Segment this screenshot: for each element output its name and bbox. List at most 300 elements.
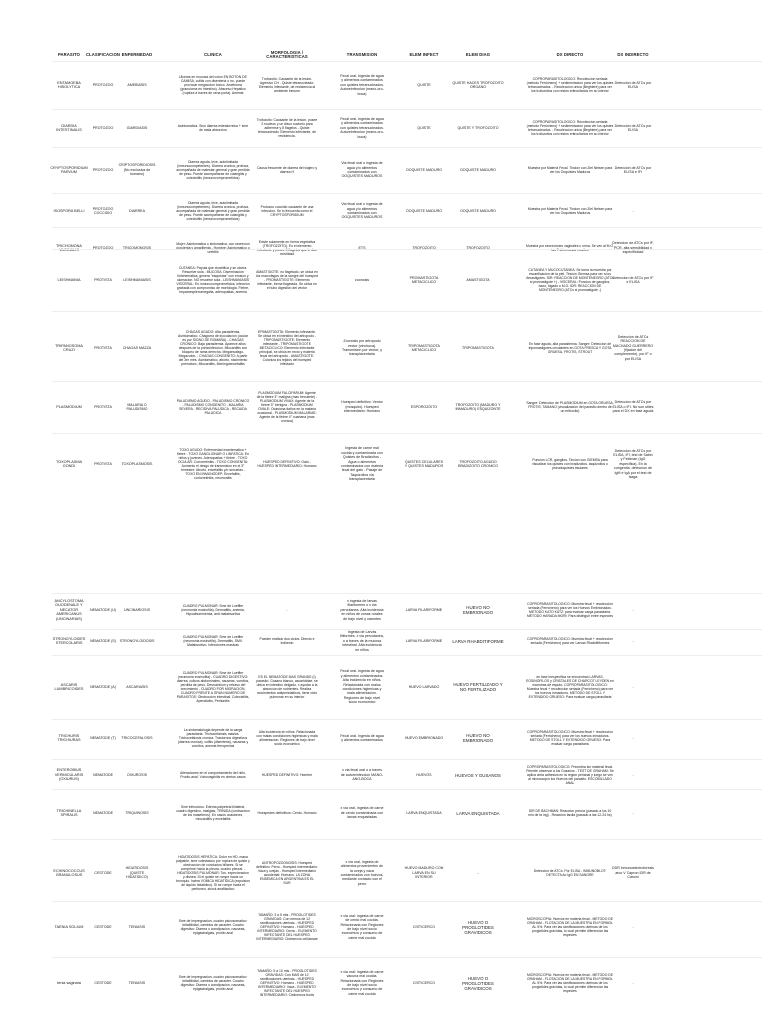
column-header-morfologia: MORFOLOGIA / CARACTERISTICAS	[266, 49, 308, 59]
cell-text: COPROPARASITOLOGICO: Recoleccion seriada (metodo Ferricheno) + sedimentacion para ver los quistes tetranucleados. - Recoleccion unica (Beghiere) para ver los trofozoitos con restos eritrocitarios en su interior	[526, 76, 614, 94]
cell-clinica	[176, 148, 250, 192]
cell-dx-directo	[526, 382, 614, 432]
cell-enfermedad	[120, 790, 154, 836]
cell-elem-diag	[452, 902, 504, 952]
cell-enfermedad	[120, 110, 154, 146]
cell-text: COPROPARASITOLOGICO: Muestra fecal + recoleccion seriada (Ferricheno) para ver Larvas Rhabditiformes	[527, 636, 613, 645]
cell-clinica	[176, 656, 250, 718]
cell-elem-infect	[404, 630, 444, 652]
cell-transmision	[340, 760, 384, 790]
cell-text: NEMATODE (T)	[90, 735, 116, 740]
cell-elem-infect	[404, 958, 444, 1008]
cell-text: UNCINARIOSIS	[124, 607, 150, 612]
cell-text: CISTICERCO	[412, 980, 436, 985]
cell-text: La sintomatologia depende de la carga parasitaria: Trichocefalosis masiva. Trichocefalosis cronica. Trastornos digestivos (diarrea cronica), colitis (disenteria), nauseas y vomitos, anemia ferropenica	[177, 727, 249, 749]
cell-parasito	[52, 148, 86, 192]
cell-text: MICROSCOPIA: Huevos en materia fecal - METODO DE GRAHAM - FLOTACION DE LA MUESTRA EN FORMOL AL 5%: Para ver las ramificaciones uterinas de los proglotides gravidas, lo cual permite diferenciar las especies	[526, 972, 614, 994]
cell-text: TAENIA SOLIUM	[54, 924, 84, 929]
cell-text: DDR inmunoelectroforesis arco V Capron IDR de Casoni	[612, 866, 654, 880]
cell-text: ES EL NEMATODE MAS GRANDE (I) parasito. Gusano blanco, ascarididae, se ubica en intestino delgado, x ayudar a la absorcion de nutrientes. Realiza movimientos antiperistalticos, tiene ciclo pulmonar en su interior	[256, 674, 318, 700]
cell-clinica	[176, 720, 250, 756]
cell-elem-diag	[452, 840, 504, 906]
cell-morfologia	[256, 110, 318, 146]
cell-enfermedad	[120, 250, 154, 310]
cell-transmision	[340, 594, 384, 626]
cell-text: HUEVO EMBRIONADO	[404, 735, 444, 740]
cell-text: -	[632, 735, 634, 740]
cell-text: ANCYLOSTOMA DUODENALE Y NECATOR AMERICANUS (UNCINARIAS)	[54, 598, 84, 621]
cell-text: QUISTE HACES TROFOZOITO ORGANO	[452, 80, 504, 89]
cell-text: HUEVO NO EMBRIONADO	[462, 605, 493, 615]
cell-morfologia	[256, 790, 318, 836]
cell-enfermedad	[120, 382, 154, 432]
cell-text: TOXO AGUDO: Enfermedad exantematica + fiebre - TOXO GANGLIONAR O LINFATICA: En niños y jovenes. Adenopatias + fiebre - TOXO OCULAR: Coriorretinitis - TOXO CONGENITA: Aumento el riesgo de transmision en el 3° trimestre. Aborto, encefalitis y/o secuelas - TOXO EN INMUNODEP: Encefalitis, coriorretinitis, neumonitis	[177, 447, 249, 481]
cell-text: x via oral, ingesta de alimentos provenientes de la oveja y vaca contaminados con huevos, mediante contacto con el perro	[340, 859, 384, 886]
cell-parasito	[52, 720, 86, 756]
cell-enfermedad	[120, 594, 154, 626]
cell-text: x via oral: ingesta de carne de cerdo mal cocida. Relacionada con Regiones de bajo nivel socio economico y consumo de carne mal cocida	[340, 913, 384, 940]
cell-text: PROTOZOO	[92, 245, 114, 250]
cell-morfologia	[256, 250, 318, 310]
cell-text: x ingesta de larvas filariformes o x via percutanea. Alta incidencia en niños de zonas rurales de bajo nivel y carentes	[340, 598, 384, 621]
cell-elem-infect	[404, 148, 444, 192]
cell-text: HUESPED DEFINITIVO: Hombre	[261, 772, 313, 777]
cell-text: PROTISTA	[94, 404, 112, 409]
cell-text: Protozoo coccidio causante de una infeccion. Se lo frecuenta como el CRYPTOSPORIDIUM	[260, 204, 314, 218]
cell-elem-infect	[404, 250, 444, 310]
cell-enfermedad	[120, 902, 154, 952]
cell-text: LARVA ENQUISTADA	[456, 810, 500, 816]
cell-text: ASCARIS LUMBRICOIDES	[54, 682, 84, 691]
cell-text: HUEVO LARVADO	[408, 684, 440, 689]
cell-text: Ulceras en mucosa del colon EN BOTON DE CAMISA, colitis con disenteria o no, puede provocar megacolon toxico. Ameboma (granuloma en intestino). Absceso Hepatico (ruptura a traves de vena porta). Anemia	[179, 74, 247, 96]
cell-text: COPROPARASITOLOGICO: Precedira sin material fecal. Permite observar a los Gusanos - TEST DE GRAHAM: Se aplica cinta adhesiva en la region perianal y luego se ven al microscopio los Huevos del parasito. ESCOBILLADO ANAL	[526, 764, 614, 786]
cell-dx-indirecto	[612, 62, 654, 108]
cell-dx-indirecto	[612, 594, 654, 626]
cell-elem-diag	[452, 312, 504, 384]
cell-clinica	[176, 110, 250, 146]
column-header-dx-directo: DX DIRECTO	[556, 51, 584, 57]
cell-morfologia	[256, 382, 318, 432]
cell-text: Muestra por Materia Fecal. Tincion con Ziel Nelsen para ver los Ooquistes Maduros	[527, 206, 613, 215]
cell-elem-infect	[404, 434, 444, 494]
cell-text: PROTISTA	[94, 461, 112, 466]
cell-morfologia	[256, 958, 318, 1008]
cell-text: PROTISTA	[94, 277, 112, 282]
cell-parasito	[52, 110, 86, 146]
cell-text: tenia saginata	[57, 980, 81, 985]
cell-dx-directo	[526, 720, 614, 756]
cell-clasificacion	[88, 790, 118, 836]
cell-text: Alteraciones en el comportamiento del niño. Prurito anal. Vulvovaginitis en ciertos casos	[180, 770, 246, 779]
cell-transmision	[340, 62, 384, 108]
cell-text: Deteccion de ATCs por IF e ELISA	[612, 275, 654, 284]
cell-dx-indirecto	[612, 902, 654, 952]
cell-morfologia	[256, 594, 318, 626]
cell-text: CRIPTOSPORIDIOSIS (No exclusiva de humano)	[118, 163, 156, 177]
cell-text: PROTOZOO	[92, 125, 114, 130]
cell-parasito	[52, 312, 86, 384]
cell-morfologia	[256, 148, 318, 192]
cell-text: Fecal oral. Ingesta de agua y alimentos contaminados con quistes tetranucleados. Autoreinfeccion (mano-oro-boca)	[340, 116, 384, 139]
cell-text: STRONGYLOIDES STERCOLARIS	[52, 636, 86, 645]
cell-text: TAMAÑO: 3 a 5 mts - PROGLOTIDES GRAVIDAS: Con menos de 12 ramificaciones uterinas - HUESPED DEFINITIVO: Humano - HUESPED INTERMEDIARIO: Cerdo - ELEMENTO INFECTANTE DEL HUESPED INTERMEDIARIO: Cisticercos cellulosae	[256, 912, 318, 942]
cell-morfologia	[256, 194, 318, 228]
cell-elem-diag	[452, 594, 504, 626]
cell-dx-indirecto	[612, 434, 654, 494]
cell-text: LEISHMANIASIS	[123, 277, 151, 282]
cell-transmision	[340, 902, 384, 952]
cell-text: EPIMASTIGOTA: Elemento infectante. Se ubica en el intestino del artropodo - TRIPOMASTIGOTE: Elemento infectante - TRIPOMASTIGOTE METACICLICO: Elemento infectante principal, se ubica en recto y materia fecal del artropodo - AMASTIGOTE: Coloniza los tejidos del huesped infectado	[257, 329, 317, 367]
column-header-elem-infect: ELEM INFECT	[409, 51, 439, 57]
cell-parasito	[52, 790, 86, 836]
cell-text: HUEVO O PROGLOTIDES GRAVIDICOS	[462, 919, 494, 935]
cell-text: -	[632, 980, 634, 985]
cell-text: LARVA FILARIFORME	[405, 638, 443, 643]
cell-text: CUTANEA Y MUCOCUTANEA: Se toma la muestra por escarificacion de la piel. Tincion Giemsa para ver a los Amastigotes. IDR: REACCION DE MONTENEGRO (ATCs si promastigote +) - VISCERAL: Puncion de ganglios, bazo, higado o M.O. IDR: REACCION DE MONTENEGRO (ATCs si promastigote -)	[526, 267, 614, 293]
cell-transmision	[340, 148, 384, 192]
cell-clinica	[176, 194, 250, 228]
cell-clasificacion	[88, 720, 118, 756]
cell-dx-indirecto	[612, 148, 654, 192]
cell-text: CESTODE	[94, 980, 112, 985]
cell-text: TRICHOMONA VAGINALIS	[56, 243, 82, 252]
cell-text: x via oral: ingesta de carne vacuna mal cocida. Relacionada con Regiones de bajo nivel socio economico y consumo de carne mal cocida	[340, 969, 384, 996]
cell-text: QUISTE	[417, 125, 431, 130]
cell-text: Trofozoito: Causante de la lesion. Agresivo CH - Quiste tetranucleado: Elemento infectante, de resistencia al ambiente inmune	[258, 76, 316, 94]
cell-text: PROTISTA	[94, 345, 112, 350]
cell-text: TRIPOMASTIGOTA	[462, 345, 494, 350]
cell-elem-diag	[452, 62, 504, 108]
cell-dx-directo	[526, 250, 614, 310]
cell-text: Via fecal oral o ingesta de agua y/o alimentos contaminados con OOQUISTES MADUROS	[341, 161, 383, 179]
cell-clasificacion	[88, 434, 118, 494]
cell-clinica	[176, 434, 250, 494]
cell-text: Muestra por Materia Fecal. Tincion con Ziel Nelsen para ver los Ooquistes Maduros	[527, 165, 613, 174]
cell-elem-diag	[452, 630, 504, 652]
cell-text: TRICHINELLA SPIRALIS	[56, 808, 82, 817]
cell-text: QUISTE	[417, 82, 431, 87]
column-header-clasificacion: CLASIFICACION	[85, 51, 121, 57]
cell-parasito	[52, 382, 86, 432]
cell-transmision	[340, 656, 384, 718]
cell-text: TROFOZOITO	[466, 245, 490, 250]
cell-text: Sme de impregnacion, cuadro psicosomatico: irritabilidad, cambios de caracter. Cuadro digestivo: Diarrea o constipacion, nauseas, epigastralgias, prurito anal	[178, 918, 248, 936]
cell-dx-indirecto	[612, 958, 654, 1008]
cell-text: NEMATODE (U)	[89, 607, 117, 612]
cell-dx-directo	[526, 312, 614, 384]
cell-text: HUEVO FERTILIZADO Y NO FERTILIZADO	[453, 682, 503, 692]
cell-text: PALUDISMO AGUDO - PALUDISMO CRONICO - PALUDISMO CONGENITO - MALARIA SEVERA - RECIDIVA PALUDICA - RECAIDA PALUDICA	[176, 398, 250, 416]
column-header-enfermedad: ENFERMEDAD	[121, 51, 153, 57]
cell-dx-directo	[526, 760, 614, 790]
cell-clasificacion	[88, 902, 118, 952]
cell-enfermedad	[120, 656, 154, 718]
cell-elem-diag	[452, 148, 504, 192]
cell-text: PROTOZOO	[92, 167, 114, 172]
cell-text: Deteccion de ATCs REACCION DE MACHADO GUERRERO (fijacion del complemento), por IF o por ELISA	[612, 334, 654, 361]
cell-text: Deteccion de ATCs por ELISA	[614, 123, 652, 132]
cell-text: Via fecal oral o ingesta de agua y/o alimentos contaminados con OOQUISTES MADUROS	[341, 202, 383, 220]
cell-text: NEMATODE	[92, 810, 114, 815]
cell-text: CESTODE	[94, 870, 112, 875]
cell-text: CUADRO PULMONAR: Sme de Loeffler (neumonia eosinofila). Dermatitis, SMII. Malabsortivo. Infecciones masivas	[182, 634, 244, 648]
cell-text: GIARDIA INTESTINALIS	[56, 123, 82, 132]
cell-text: en fase inespecifica se encuentran LARVAS, EOSINOFILOS y CRISTALES DE CHARCOT LEYDEN en muestras de esputo. COPROPARASITOLOGICO: Muestra fecal + recoleccion seriada (Ferricheno) para ver los huevos inmaduros. METODO DE STOLL Y EXTENDIDO GRUESO: Para evaluar carga parasitaria	[526, 674, 614, 700]
cell-text: QUISTE Y TROFOZOITO	[457, 125, 499, 130]
cell-text: Sme de impregnacion, cuadro psicosomatico: irritabilidad, cambios de caracter. Cuadro digestivo: Diarrea o constipacion, nauseas, epigastralgias, prurito anal	[178, 974, 248, 992]
cell-dx-indirecto	[612, 720, 654, 756]
cell-text: Sme infeccioso. Edema palpebral bilateral, cuadro digestivo, mialgias, TRINIDA (contraccion de los maseteros). En casos ocasiones, miocarditis y encefalitis	[176, 804, 250, 822]
cell-enfermedad	[120, 62, 154, 108]
cell-text: TOXOPLASMOSIS	[121, 461, 153, 466]
cell-clinica	[176, 62, 250, 108]
cell-transmision	[340, 312, 384, 384]
cell-enfermedad	[120, 630, 154, 652]
cell-parasito	[52, 840, 86, 906]
cell-text: MICROSCOPIA: Huevos en materia fecal - METODO DE GRAHAM - FLOTACION DE LA MUESTRA EN FORMOL AL 5%: Para ver las ramificaciones uterinas de los proglotides gravidas, lo cual permite diferenciar las especies	[526, 916, 614, 938]
cell-clinica	[176, 840, 250, 906]
cell-text: Causa frecuente de diarrea del viajero y diarrea H	[256, 165, 318, 174]
cell-elem-diag	[452, 790, 504, 836]
cell-dx-indirecto	[612, 840, 654, 906]
cell-elem-infect	[404, 902, 444, 952]
cell-parasito	[52, 902, 86, 952]
cell-transmision	[340, 840, 384, 906]
cell-text: Mujer: Asintomatica o sintomatica, con secrecion purulenta y amarillenta - Hombre: Asintomatico o uretritis	[176, 241, 250, 255]
cell-elem-infect	[404, 594, 444, 626]
cell-text: ESPOROZOITO	[410, 404, 438, 409]
cell-dx-indirecto	[612, 630, 654, 652]
cell-text: zoonosis	[354, 277, 370, 282]
cell-text: -	[632, 772, 634, 777]
cell-dx-indirecto	[612, 312, 654, 384]
cell-transmision	[340, 630, 384, 652]
cell-elem-diag	[452, 250, 504, 310]
column-header-elem-diag: ELEM DIAG	[465, 51, 491, 57]
cell-text: PLASMODIUM FALCIPARUM: Agente de la fiebre 3° maligna (mas frecuente) - PLASMODIUM VIVAX: Agente de la fiebre 3° benigna - PLASMODIUM OVALE: Ocasiona daños en la malaria ocasional - PLASMODIUM MALARIAE: Agente de la fiebre 4° cuartana (mas cronica)	[256, 390, 318, 424]
cell-dx-indirecto	[612, 790, 654, 836]
cell-clasificacion	[88, 630, 118, 652]
cell-morfologia	[256, 760, 318, 790]
cell-enfermedad	[120, 312, 154, 384]
cell-text: ENTAMOEBA HISOLYTICA	[57, 80, 81, 89]
cell-morfologia	[256, 62, 318, 108]
cell-text: CRYPTOSPORIDIUM PARVUM	[50, 165, 88, 174]
cell-clasificacion	[88, 840, 118, 906]
cell-text: LARVA ENQUISTADA	[406, 810, 442, 815]
cell-elem-diag	[452, 434, 504, 494]
cell-dx-indirecto	[612, 656, 654, 718]
column-header-transmision: TRANSMISION	[346, 51, 378, 57]
cell-text: CUTANEA: Papula que cicatrifica y se ulcera. Resuelve sola - MUCOSA: Diseminacion linfohematica, genera "esquistas" con erosion y ulceracion. NO resuelve sola - LEISHMANIASIS VISCERAL: En inmunocomprometidos, infeccion grabada con compromiso de morfologia. Fiebre, hepatoesplenomegalia, adenopatias, anemia	[176, 265, 250, 295]
cell-text: CISTICERCO	[412, 924, 436, 929]
cell-text: HUEVOS Y GUSANOS	[455, 772, 501, 778]
cell-morfologia	[256, 434, 318, 494]
cell-dx-directo	[526, 148, 614, 192]
cell-text: COPROPARASITOLOGICO: Recoleccion seriada (metodo Ferricheno) + sedimentacion para ver los quistes tetranucleados. - Recoleccion unica (Beghiere) para ver los trofozoitos con restos eritrocitarios en su interior	[526, 119, 614, 137]
cell-text: TRICHURIS TRICHIURAS	[57, 733, 81, 742]
cell-clinica	[176, 382, 250, 432]
cell-dx-directo	[526, 62, 614, 108]
cell-text: AMASTIGOTE: no flagelado, se ubica en los macrofagos de la sangre del huesped - PROMASTIGOTE: Elemento infectante, forma flagelada. Se ubica en el tubo digestivo del vector	[256, 269, 319, 291]
cell-dx-indirecto	[612, 194, 654, 228]
cell-dx-directo	[526, 656, 614, 718]
cell-parasito	[52, 434, 86, 494]
cell-dx-indirecto	[612, 110, 654, 146]
cell-text: Huesped definitivo: Vector (mosquito). Huesped intermediario: Humano	[341, 400, 383, 414]
cell-text: COPROPARASITOLOGICO: Muestra fecal + recoleccion seriada (Ferricheno) para ver los huevos inmaduros. METODO DE STOLL Y EXTENDIDO GRUESO: Para evaluar carga parasitaria	[527, 729, 613, 747]
cell-elem-diag	[452, 720, 504, 756]
cell-enfermedad	[120, 194, 154, 228]
cell-text: QUISTES CELULARES Y QUISTES MADUROS	[404, 459, 444, 468]
cell-elem-diag	[452, 110, 504, 146]
cell-clasificacion	[88, 250, 118, 310]
cell-text: OOQUISTE MADURO	[406, 167, 442, 172]
cell-elem-infect	[404, 760, 444, 790]
cell-text: Puncion LCR, ganglios. Tincion con GIEMSA para visualizar los quistes con bradizoitos, taquizoitos o pseudoquistes tisulares	[532, 457, 608, 471]
cell-text: Fecal oral. Ingesta de agua y alimentos contaminados. Alta incidencia en niños. Relacionada con malos condiciones higienicas y mala alimentacion. Regiones de bajo nivel socio economico	[340, 669, 384, 705]
cell-morfologia	[256, 720, 318, 756]
cell-text: TROFOZOITO (MADURO Y INMADURO) ESQUIZONTE	[455, 402, 501, 411]
cell-text: TROFOZOITO AGUDO BRADIZOITO CRONICO	[458, 459, 498, 468]
cell-transmision	[340, 382, 384, 432]
cell-text: LEISHMANIA	[57, 277, 81, 282]
cell-text: HIDATIDOSIS HEPATICA: Dolor en HD, masa palpable, sme colestasico por ruptura de quiste y obstruccion de conductos biliares. Si se comprime hacia la pleura, cuadro pleural. - HIDATIDOSIS PULMONAR: Tos, expectoracion y disnea. Si el quiste se rompe hacia un bronquio, habra VOMICA HIDATIDICA (expulsion de liquido hidatidico). Si se rompe hacia el peritoneo, shock anafilactico	[176, 854, 250, 892]
cell-text: Deteccion de ATCs por ELISA e IFI	[614, 165, 652, 174]
cell-text: Fecal oral. Ingesta de agua y alimentos contaminados	[340, 733, 384, 742]
column-header-parasito: PARASITO	[57, 51, 81, 57]
cell-transmision	[340, 720, 384, 756]
cell-morfologia	[256, 312, 318, 384]
cell-text: Muestra por secreciones vaginales u orina. Se ven al M.O. las Trichomonas moviles	[526, 243, 615, 252]
cell-text: Pueden realizar dos ciclos: Directo e indirecto	[259, 636, 315, 645]
cell-transmision	[340, 250, 384, 310]
cell-clinica	[176, 958, 250, 1008]
cell-text: PROTOZOO COCCIDIO	[92, 206, 114, 215]
cell-transmision	[340, 110, 384, 146]
cell-text: Asintomatica. Sino diarrea esteatorreica + sme de mala absorcion	[177, 123, 249, 132]
cell-text: IDR DE BACHMAN: Reaccion precoz (pasado a los 10 min de la ing) - Reaccion tardia (pasado a las 12-24 hs)	[528, 808, 612, 817]
cell-enfermedad	[120, 958, 154, 1008]
cell-morfologia	[256, 656, 318, 718]
cell-text: AMASTIGOTA	[466, 277, 490, 282]
cell-enfermedad	[120, 760, 154, 790]
cell-text: ECHINOCOCCUS GRANULOSUS	[53, 868, 85, 877]
cell-elem-infect	[404, 720, 444, 756]
cell-text: TRIPANOSOMA CRUZI	[55, 343, 83, 352]
column-header-clinica: CLINICA	[204, 51, 222, 57]
cell-parasito	[52, 62, 86, 108]
cell-text: HUEVO O PROGLOTIDES GRAVIDICOS	[462, 975, 494, 991]
cell-text: ASCARIASIS	[126, 684, 148, 689]
cell-text: ENTEROBIUS VERMICULARIS (OXIURUS)	[54, 768, 84, 782]
cell-clinica	[176, 630, 250, 652]
cell-elem-diag	[452, 194, 504, 228]
cell-text: STRONGYLOIDOSIS	[119, 638, 155, 643]
cell-elem-infect	[404, 312, 444, 384]
cell-text: x via oral, ingesta de carne de cerdo contaminada con larvas enquistadas	[340, 806, 384, 820]
cell-morfologia	[256, 630, 318, 652]
cell-dx-directo	[526, 194, 614, 228]
cell-text: AMEBIASIS	[127, 82, 147, 87]
cell-text: TAMAÑO: 5 a 10 mts - PROGLOTIDES GRAVIDAS: Con MAS de 12 ramificaciones uterinas - HUESPED DEFINITIVO: Humano - HUESPED INTERMEDIARIO: Vaca - ELEMENTO INFECTANTE DEL HUESPED INTERMEDIARIO: Cisticercos bovis	[257, 968, 317, 998]
cell-transmision	[340, 434, 384, 494]
cell-text: COPROPARASITOLOGICO: Muestra fecal + recoleccion seriada (Ferricheno) para ver los Huevos Embrionados. METODO KATO KATZ: para evaluar carga parasitaria. METODO HARADA MORI: Para distinguir entre especies	[526, 601, 614, 619]
cell-text: TRICOCEFALOSIS	[121, 735, 153, 740]
cell-text: Ingesta de Larvas filiformes, x via percutanea, o a traves de la mucosa intestinal. Alta incidencia en niños	[340, 629, 384, 652]
cell-morfologia	[256, 902, 318, 952]
cell-text: CHAGAS AGUDO: Alta parasitemia. Asintomatico. Chagoma de inoculacion (ocular es por SIGNO DE ROMAÑA) - CHAGAS CRONICO: Baja parasitemia. Aparece años despues de la primoinfeccion. Miocarditis con bloqueo de rama derecha. Megaesofago, Megacolon. - CHAGAS CONGENITO: A partir del 3er mes. Asintomatico, aborto, nacimiento prematuro, Miocarditis, Meningoencefalitis	[178, 329, 248, 367]
cell-text: LARVA FILARIFORME	[405, 607, 443, 612]
cell-elem-infect	[404, 62, 444, 108]
cell-text: Huespedes definitivos: Cerdo, Humano	[257, 810, 317, 815]
cell-dx-indirecto	[612, 760, 654, 790]
cell-text: HIDATIDOSIS (QUISTE HIDATIDICO)	[125, 866, 149, 880]
cell-enfermedad	[120, 720, 154, 756]
cell-text: Sangre: Deteccion de PLASMODIUM en GOTA GRUESA, FROTIS, TAMANO (visualizacion del parasito dentro de un eritrocito)	[526, 400, 614, 414]
cell-text: TENIASIS	[128, 980, 146, 985]
cell-enfermedad	[120, 148, 154, 192]
cell-parasito	[52, 194, 86, 228]
cell-text: Ingesta de carne mal cocida y contaminada con Quistes de Bradizoitos - Agua o alimentos contaminados con materia fecal del gato - Pasaje de Taquizoitos via transplacentaria	[340, 446, 384, 482]
cell-morfologia	[256, 840, 318, 906]
cell-enfermedad	[120, 840, 154, 906]
cell-text: HUEVO MADURO CON LARVA EN SU INTERIOR	[404, 866, 444, 880]
cell-text: OOQUISTE MADURO	[460, 167, 496, 172]
cell-text: OXIUROSIS	[127, 772, 147, 777]
cell-clasificacion	[88, 62, 118, 108]
cell-elem-diag	[452, 656, 504, 718]
cell-text: -	[632, 638, 634, 643]
cell-text: LARVA RHABDITIFORME	[452, 638, 504, 644]
cell-text: TRIPOMASTIGOTA METACICLICO	[408, 343, 440, 352]
cell-text: NEMATODE (A)	[90, 684, 116, 689]
cell-text: ETS	[358, 245, 366, 250]
cell-dx-directo	[526, 630, 614, 652]
cell-text: TRICOMONOSIS	[122, 245, 152, 250]
cell-text: Zoonosis por artropodo vector (vinchuca). Transmision por vector, y transplacentaria	[341, 339, 382, 357]
cell-text: TENIASIS	[128, 924, 146, 929]
cell-text: Diarrea aguda, leve, autolimitada (inmunocompetentes). Diarrea cronica, profusa, acompañada de malestar general y gran perdida de peso. Puede acompañarse de colangitis y colecistitis (inmunocomprometidos)	[176, 200, 250, 222]
cell-text: Deteccion de ATCs por ELISA o IFI. No son utiles para el DX en fase aguda	[612, 400, 654, 414]
cell-text: HUEVOS	[416, 772, 432, 777]
cell-text: Trofozoito: Causante de la lesion, posee 2 nucleos y un disco suctorio para adherirse y 8 flagelos - Quiste tetranucleado: Elemento infectante, de resistencia.	[256, 117, 318, 139]
cell-parasito	[52, 594, 86, 626]
cell-transmision	[340, 958, 384, 1008]
cell-text: ANTROPOZOONOSIS: Huesped definitivo: Perro - Huesped intermediario: Vaca y ovejas - Huesped intermediario accidental: Humano. LA ZONA ENDEMICA EN ARGENTINA ES EL SUR	[256, 860, 318, 886]
cell-text: ISOSPORA BELLI	[53, 208, 85, 213]
cell-text: NEMATODE (S)	[90, 638, 116, 643]
cell-elem-diag	[452, 958, 504, 1008]
cell-text: CHAGAS MAZZA	[122, 345, 152, 350]
cell-text: Deteccion de ATCs por ELISA, IFI, test de Sabin y Feldman (IgG especifica). En la congenita, deteccion de IgM e IgA por el test de Isaga	[613, 448, 653, 480]
cell-text: -	[632, 607, 634, 612]
cell-clinica	[176, 902, 250, 952]
cell-clasificacion	[88, 760, 118, 790]
cell-elem-diag	[452, 382, 504, 432]
cell-text: -	[286, 607, 288, 612]
cell-parasito	[52, 630, 86, 652]
cell-clasificacion	[88, 958, 118, 1008]
cell-dx-directo	[526, 110, 614, 146]
cell-parasito	[52, 958, 86, 1008]
cell-text: Deteccion de ATCs por IF, PCR, alta sensibilidad y especificidad	[612, 241, 654, 255]
cell-transmision	[340, 194, 384, 228]
cell-clinica	[176, 594, 250, 626]
cell-dx-directo	[526, 434, 614, 494]
cell-clasificacion	[88, 656, 118, 718]
